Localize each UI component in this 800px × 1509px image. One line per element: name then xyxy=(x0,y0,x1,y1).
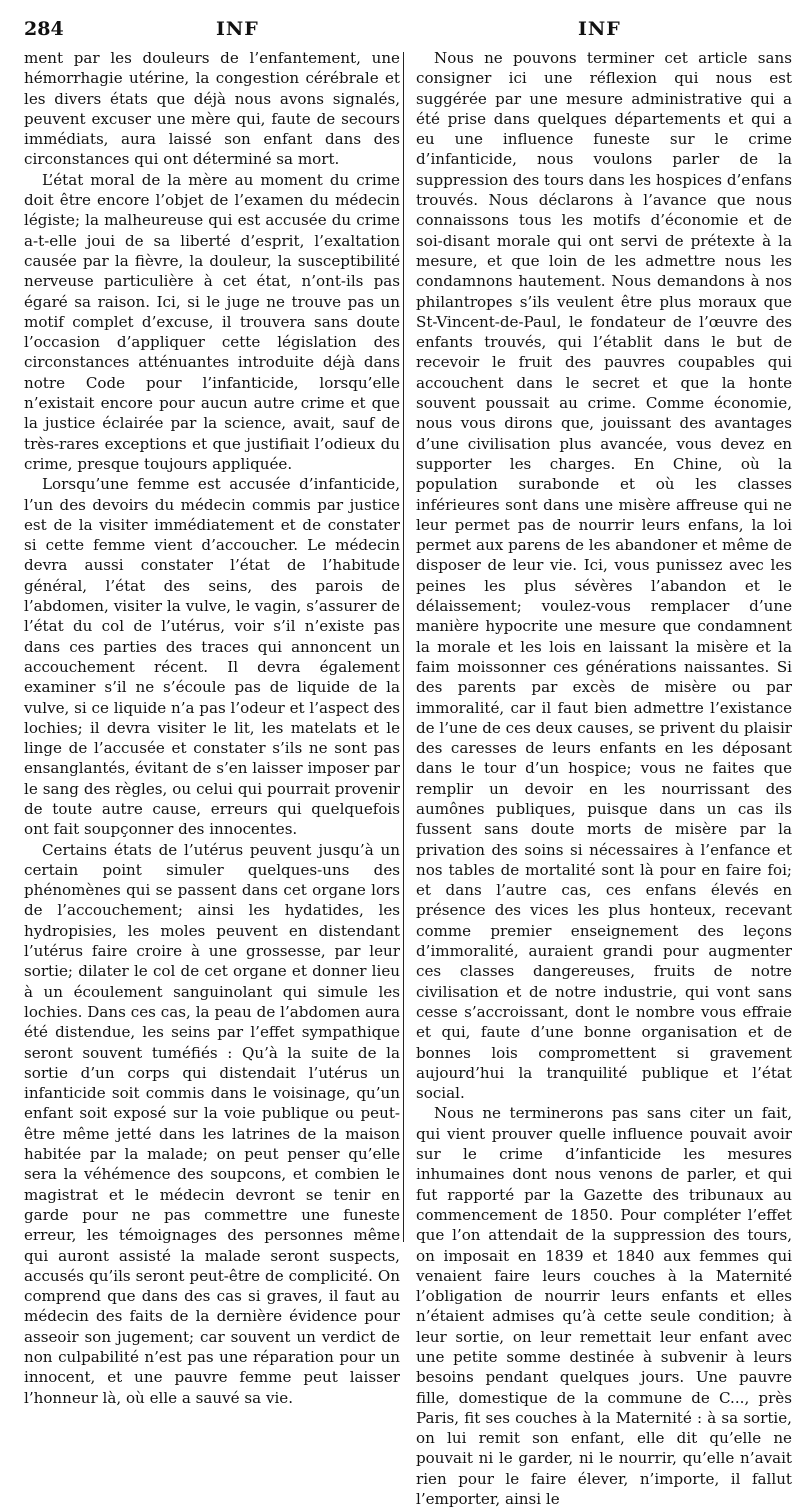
column-divider xyxy=(403,52,404,1242)
right-text-column xyxy=(416,48,793,1509)
left-running-title: INF xyxy=(216,18,259,40)
left-paragraph-4: Certains états de l’utérus peuvent jusqu’à un certain point simuler quelques-uns des phénomènes qui se passent dans cet organe lors de l’accouchement; ainsi les hydatides, les hydropisies, les moles peuvent en distendant l’utérus faire croire à une grossesse, par leur sortie; dilater le col de cet organe et donner lieu à un écoulement sanguinolant qui simule les lochies. Dans ces cas, la peau de l’abdomen aura été distendue, les seins par l’effet sympathique seront souvent tuméfiés : Qu’à la suite de la sortie d’un corps qui distendait l’utérus un infanticide soit commis dans le voisinage, qu’un enfant soit exposé sur la voie publique ou peut-être même jetté dans les latrines de la maison habitée par la malade; on peut penser qu’elle sera la véhémence des soupcons, et combien le magistrat et le médecin devront se tenir en garde pour ne pas commettre une funeste erreur, les témoignages des personnes même qui auront assisté la malade seront suspects, accusés qu’ils seront peut-être de complicité. On comprend que dans des cas si graves, il faut au médecin des faits de la dernière évidence pour asseoir son jugement; car souvent un verdict de non culpabilité n’est pas une réparation pour un innocent, et une pauvre femme peut laisser l’honneur là, où elle a sauvé sa vie. xyxy=(24,840,400,1407)
left-text-column xyxy=(24,48,400,1407)
left-paragraph-2: L’état moral de la mère au moment du crime doit être encore l’objet de l’examen du médecin légiste; la malheureuse qui est accusée du crime a-t-elle joui de sa liberté d’esprit, l’exaltation causée par la fièvre, la douleur, la susceptibilité nerveuse particulière à cet état, n’ont-ils pas égaré sa raison. Ici, si le juge ne trouve pas un motif complet d’excuse, il trouvera sans doute l’occasion d’appliquer cette législation des circonstances atténuantes introduite déjà dans notre Code pour l’infanticide, lorsqu’elle n’existait encore pour aucun autre crime et que la justice éclairée par la science, avait, sauf de très-rares exceptions et que justifiait l’odieux du crime, presque toujours appliquée. xyxy=(24,170,400,473)
right-paragraph-1: Nous ne pouvons terminer cet article sans consigner ici une réflexion qui nous est suggérée par une mesure administrative qui a été prise dans quelques départements et qui a eu une influence funeste sur le crime d’infanticide, nous voulons parler de la suppression des tours dans les hospices d’enfans trouvés. Nous déclarons à l’avance que nous connaissons tous les motifs d’économie et de soi-disant morale qui ont servi de prétexte à la mesure, et que loin de les admettre nous les condamnons hautement. Nous demandons à nos philantropes s’ils veulent être plus moraux que St-Vincent-de-Paul, le fondateur de l’œuvre des enfants trouvés, qui l’établit dans le but de recevoir le fruit des pauvres coupables qui accouchent dans le secret et que la honte souvent poussait au crime. Comme économie, nous vous dirons que, jouissant des avantages d’une civilisation plus avancée, vous devez en supporter les charges. En Chine, où la population surabonde et où les classes inférieures sont dans une misère affreuse qui ne leur permet pas de nourrir leurs enfans, la loi permet aux parens de les abandoner et même de disposer de leur vie. Ici, vous punissez avec les peines les plus sévères l’abandon et le délaissement; voulez-vous remplacer d’une manière hypocrite une mesure que condamnent la morale et les lois en laissant la misère et la faim moissonner ces générations naissantes. Si des parents par excès de misère ou par immoralité, car il faut bien admettre l’existance de l’une de ces deux causes, se privent du plaisir des caresses de leurs enfants en les déposant dans le tour d’un hospice; vous ne faites que remplir un devoir en les nourrissant des aumônes publiques, puisque dans un cas ils fussent sans doute morts de misère par la privation des soins si nécessaires à l’enfance et nos tables de mortalité sont là pour en faire foi; et dans l’autre cas, ces enfans élevés en présence des vices les plus honteux, recevant comme premier enseignement des leçons d’immoralité, auraient grandi pour augmenter ces classes dangereuses, fruits de notre civilisation et de notre industrie, qui vont sans cesse s’accroissant, dont le nombre vous effraie et qui, faute d’une bonne organisation et de bonnes lois compromettent si gravement aujourd’hui la tranquilité publique et l’état social. xyxy=(416,49,793,1103)
running-head xyxy=(0,18,800,48)
right-running-title: INF xyxy=(578,18,621,40)
page-number: 284 xyxy=(24,18,64,40)
right-paragraph-2: Nous ne terminerons pas sans citer un fait, qui vient prouver quelle influence pouvait avoir sur le crime d’infanticide les mesures inhumaines dont nous venons de parler, et qui fut rapporté par la Gazette des tribunaux au commencement de 1850. Pour compléter l’effet que l’on attendait de la suppression des tours, on imposait en 1839 et 1840 aux femmes qui venaient faire leurs couches à la Maternité l’obligation de nourrir leurs enfants et elles n’étaient admises qu’à cette seule condition; à leur sortie, on leur remettait leur enfant avec une petite somme destinée à subvenir à leurs besoins pendant quelques jours. Une pauvre fille, domestique de la commune de C..., près Paris, fit ses couches à la Maternité : à sa sortie, on lui remit son enfant, elle dit qu’elle ne pouvait ni le garder, ni le nourrir, qu’elle n’avait rien pour le faire élever, n’importe, il fallut l’emporter, ainsi le xyxy=(416,1104,792,1509)
left-paragraph-1: ment par les douleurs de l’enfantement, une hémorrhagie utérine, la congestion cérébrale et les divers états que déjà nous avons signalés, peuvent excuser une mère qui, faute de secours immédiats, aura laissé son enfant dans des circonstances qui ont déterminé sa mort. xyxy=(24,49,400,169)
left-paragraph-3: Lorsqu’une femme est accusée d’infanticide, l’un des devoirs du médecin commis par justice est de la visiter immédiatement et de constater si cette femme vient d’accoucher. Le médecin devra aussi constater l’état de l’habitude général, l’état des seins, des parois de l’abdomen, visiter la vulve, le vagin, s’assurer de l’état du col de l’utérus, voir s’il n’existe pas dans ces parties des traces qui annoncent un accouchement récent. Il devra également examiner s’il ne s’écoule pas de liquide de la vulve, si ce liquide n’a pas l’odeur et l’aspect des lochies; il devra visiter le lit, les matelats et le linge de l’accusée et constater s’ils ne sont pas ensanglantés, évitant de s’en laisser imposer par le sang des règles, ou celui qui pourrait provenir de toute autre cause, erreurs qui quelquefois ont fait soupçonner des innocentes. xyxy=(24,475,400,839)
